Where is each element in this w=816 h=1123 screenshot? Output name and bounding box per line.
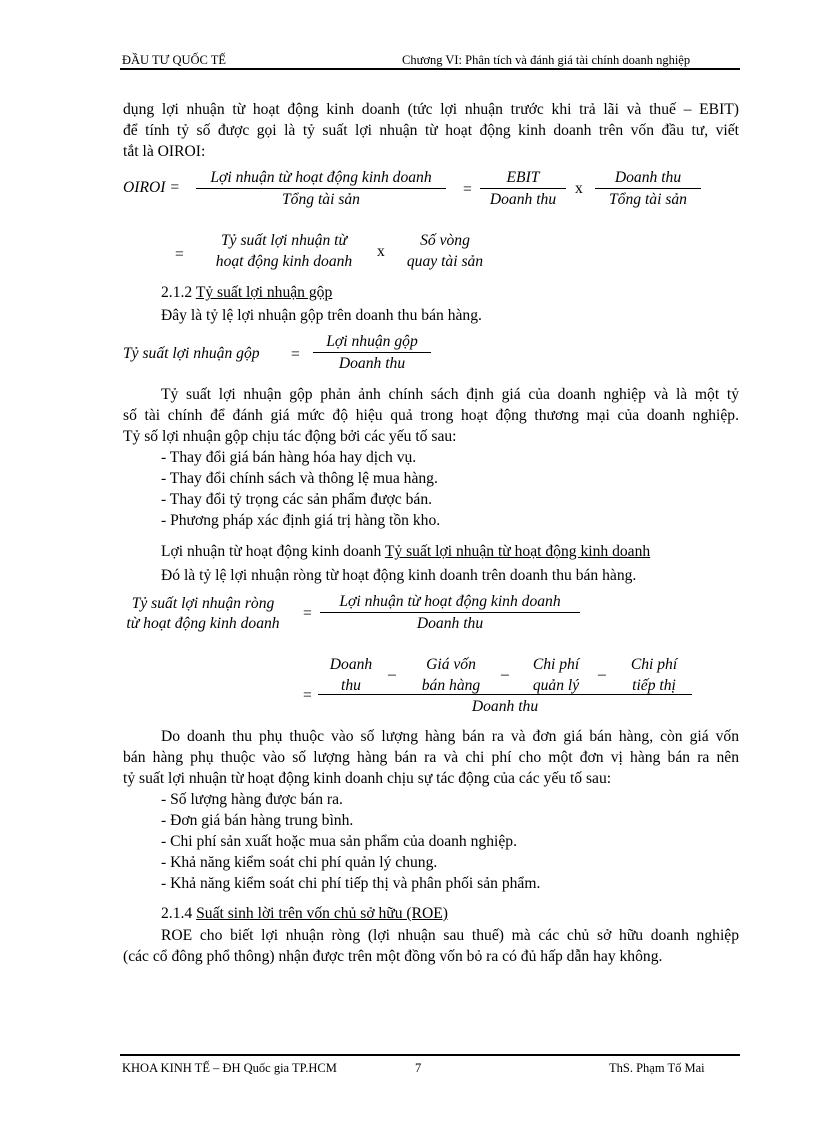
minus-2: –: [501, 666, 509, 683]
op-bullet-1: - Số lượng hàng được bán ra.: [161, 791, 343, 808]
oiroi-num2: EBIT: [506, 169, 540, 186]
op-margin-bar: [320, 612, 580, 613]
section-212-desc: Đây là tỷ lệ lợi nhuận gộp trên doanh thu bán hàng.: [161, 307, 482, 324]
section-214-title: Suất sinh lời trên vốn chủ sở hữu (ROE): [196, 905, 448, 922]
footer-left: KHOA KINH TẾ – ĐH Quốc gia TP.HCM: [122, 1061, 337, 1075]
op-para-line-2: bán hàng phụ thuộc vào số lượng hàng bán ra và chi phí cho một đơn vị hàng bán ra nên: [123, 749, 739, 766]
op-margin-num: Lợi nhuận từ hoạt động kinh doanh: [339, 593, 561, 610]
roe-para-line-2: (các cổ đông phổ thông) nhận được trên một đồng vốn bỏ ra có đủ hấp dẫn hay không.: [123, 948, 663, 965]
term-revenue-2: thu: [341, 677, 361, 694]
op-para-line-1: Do doanh thu phụ thuộc vào số lượng hàng bán ra và đơn giá bán hàng, còn giá vốn: [161, 728, 739, 745]
page-number: 7: [415, 1061, 422, 1075]
op-para-line-3: tỷ suất lợi nhuận từ hoạt động kinh doanh chịu sự tác động của các yếu tố sau:: [123, 770, 612, 787]
expanded-bar: [318, 694, 692, 695]
section-214-number: 2.1.4: [161, 905, 193, 922]
op-bullet-4: - Khả năng kiểm soát chi phí quản lý chung.: [161, 854, 438, 871]
footer-rule: [120, 1054, 740, 1056]
section-212-heading: [161, 283, 332, 303]
term-cogs-2: bán hàng: [421, 677, 481, 694]
gross-margin-eq: =: [291, 346, 300, 363]
oiroi-bar1: [196, 188, 446, 189]
section-212-title: Tỷ suất lợi nhuận gộp: [195, 284, 333, 301]
oiroi-bar3: [595, 188, 701, 189]
op-margin-den: Doanh thu: [416, 615, 484, 632]
roe-para-line-1: ROE cho biết lợi nhuận ròng (lợi nhuận sau thuế) mà các chủ sở hữu doanh nghiệp: [161, 927, 739, 944]
op-margin-eq: =: [303, 605, 312, 622]
section-212-number: 2.1.2: [161, 284, 193, 301]
gross-margin-bar: [313, 352, 431, 353]
section-213-desc: Đó là tỷ lệ lợi nhuận ròng từ hoạt động kinh doanh trên doanh thu bán hàng.: [161, 567, 637, 584]
gross-bullet-2: - Thay đổi chính sách và thông lệ mua hàng.: [161, 470, 438, 487]
oiroi-den1: Tổng tài sản: [282, 191, 360, 208]
section-213-heading: [161, 542, 650, 562]
gross-para-line-3: Tỷ số lợi nhuận gộp chịu tác động bởi các yếu tố sau:: [123, 428, 457, 445]
footer-right: ThS. Phạm Tố Mai: [609, 1061, 705, 1075]
oiroi-times: x: [575, 180, 583, 197]
expanded-den: Doanh thu: [471, 698, 539, 715]
gross-bullet-4: - Phương pháp xác định giá trị hàng tồn kho.: [161, 512, 441, 529]
minus-3: –: [598, 666, 606, 683]
op-margin-eq2: =: [303, 687, 312, 704]
header-rule: [120, 68, 740, 70]
oiroi-eq2: =: [175, 246, 184, 263]
oiroi-den3: Tổng tài sản: [609, 191, 687, 208]
term-cogs-1: Giá vốn: [426, 656, 476, 673]
oiroi-b2: quay tài sản: [406, 253, 484, 270]
intro-line-3: tắt là OIROI:: [123, 143, 206, 160]
oiroi-num3: Doanh thu: [614, 169, 682, 186]
intro-line-2: để tính tỷ số được gọi là tỷ suất lợi nhuận từ hoạt động kinh doanh trên vốn đầu tư, viết: [123, 122, 739, 139]
op-bullet-2: - Đơn giá bán hàng trung bình.: [161, 812, 354, 829]
term-marketing-1: Chi phí: [630, 656, 678, 673]
oiroi-eq: =: [463, 181, 472, 198]
header-left: ĐẦU TƯ QUỐC TẾ: [122, 53, 227, 67]
gross-para-line-1: Tỷ suất lợi nhuận gộp phản ảnh chính sách định giá của doanh nghiệp và là một tỷ: [161, 386, 739, 403]
section-213-title: Tỷ suất lợi nhuận từ hoạt động kinh doanh: [384, 543, 651, 560]
intro-line-1: dụng lợi nhuận từ hoạt động kinh doanh (tức lợi nhuận trước khi trả lãi và thuế – EBIT): [123, 101, 739, 118]
gross-bullet-3: - Thay đổi tỷ trọng các sản phẩm được bán.: [161, 491, 433, 508]
oiroi-bar2: [480, 188, 566, 189]
minus-1: –: [388, 666, 396, 683]
section-214-heading: [161, 904, 448, 924]
op-bullet-5: - Khả năng kiểm soát chi phí tiếp thị và phân phối sản phẩm.: [161, 875, 541, 892]
gross-margin-lhs: Tỷ suất lợi nhuận gộp: [123, 345, 260, 362]
term-revenue-1: Doanh: [329, 656, 373, 673]
oiroi-b1: Số vòng: [420, 232, 470, 249]
section-213-number: Lợi nhuận từ hoạt động kinh doanh: [161, 543, 382, 560]
op-margin-lhs-2: từ hoạt động kinh doanh: [126, 615, 280, 632]
header-right: Chương VI: Phân tích và đánh giá tài chính doanh nghiệp: [402, 53, 691, 67]
oiroi-lhs: OIROI =: [123, 179, 180, 196]
op-bullet-3: - Chi phí sản xuất hoặc mua sản phẩm của doanh nghiệp.: [161, 833, 517, 850]
term-marketing-2: tiếp thị: [632, 677, 676, 694]
term-admin-2: quản lý: [532, 677, 580, 694]
oiroi-den2: Doanh thu: [489, 191, 557, 208]
term-admin-1: Chi phí: [532, 656, 580, 673]
gross-margin-den: Doanh thu: [338, 355, 406, 372]
oiroi-a1: Tỷ suất lợi nhuận từ: [221, 232, 347, 249]
gross-margin-num: Lợi nhuận gộp: [326, 333, 418, 350]
gross-para-line-2: số tài chính để đánh giá mức độ hiệu quả trong hoạt động thương mại của doanh nghiệp.: [123, 407, 739, 424]
oiroi-num1: Lợi nhuận từ hoạt động kinh doanh: [210, 169, 432, 186]
op-margin-lhs-1: Tỷ suất lợi nhuận ròng: [131, 595, 275, 612]
gross-bullet-1: - Thay đổi giá bán hàng hóa hay dịch vụ.: [161, 449, 417, 466]
oiroi-times2: x: [377, 243, 385, 260]
oiroi-a2: hoạt động kinh doanh: [215, 253, 353, 270]
